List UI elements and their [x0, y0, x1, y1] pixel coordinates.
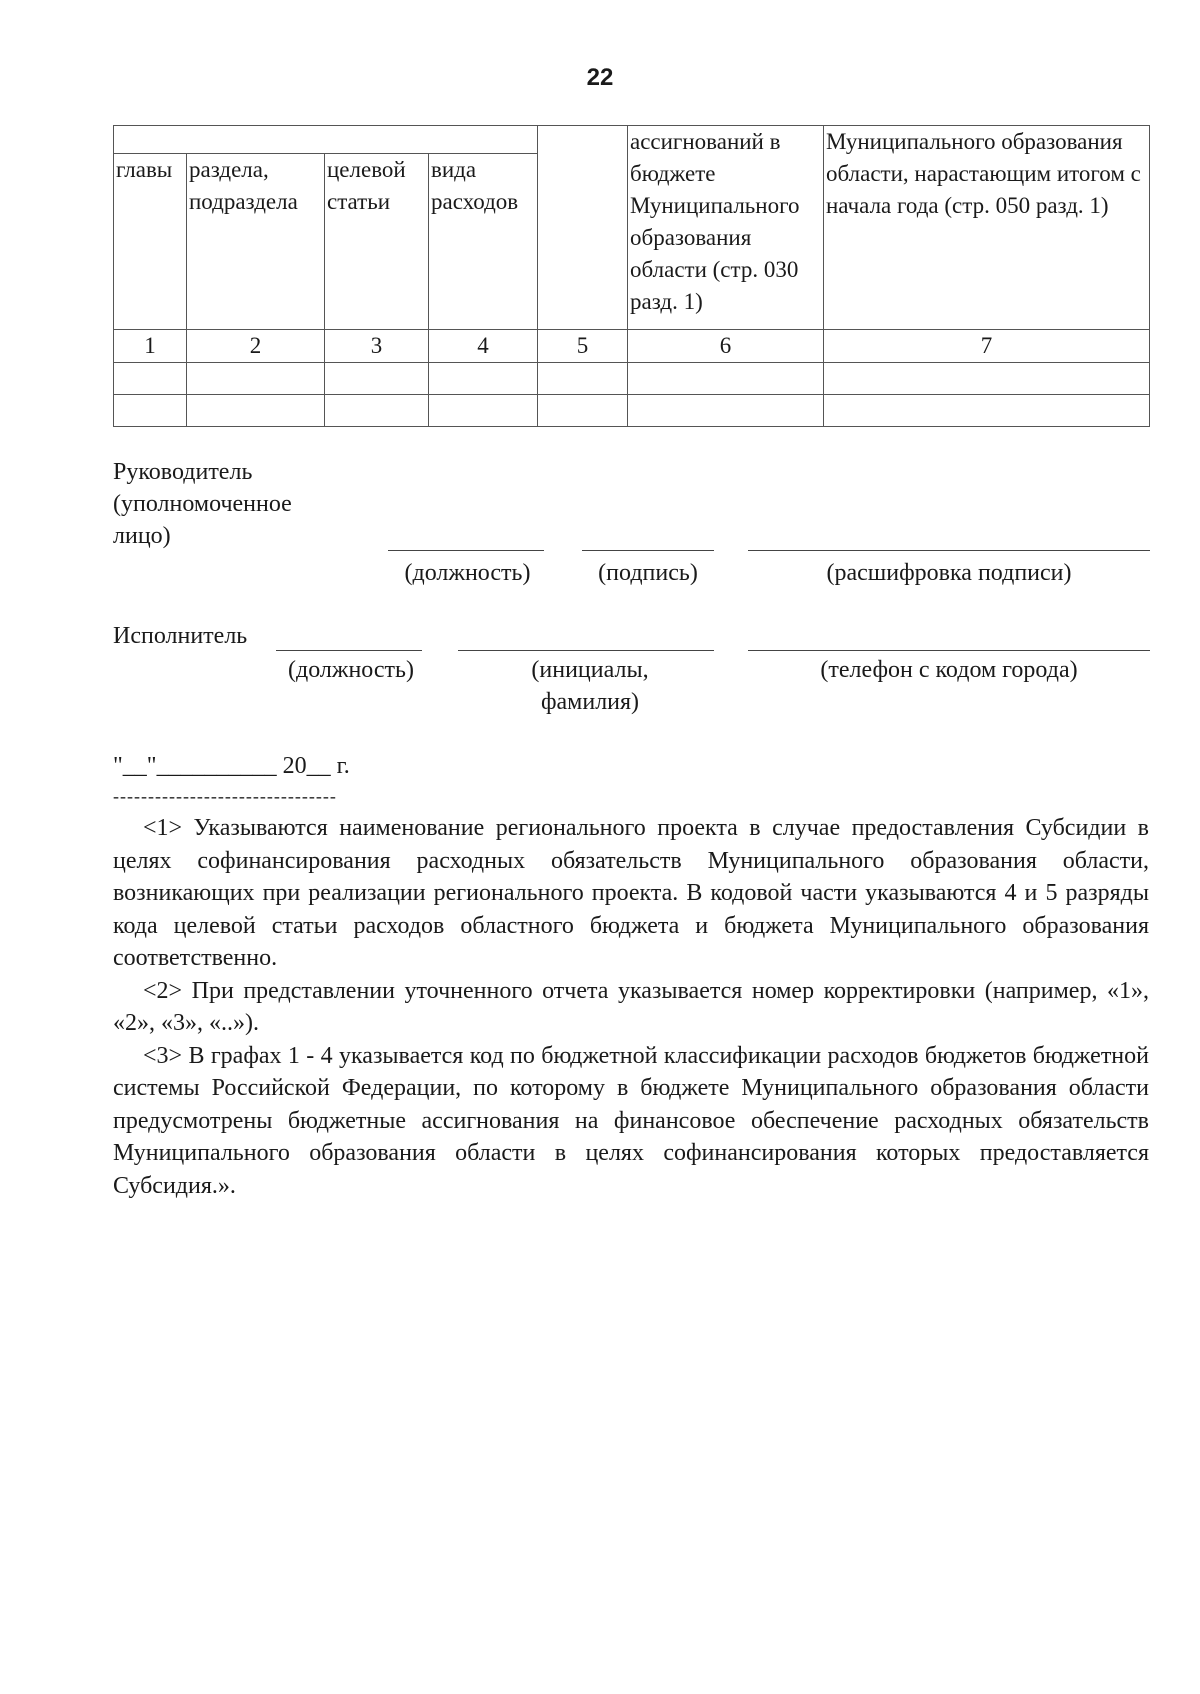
column-number: 3	[325, 330, 429, 363]
table-row	[114, 395, 1150, 427]
table-header-col7: Муниципального образования области, нарастающим итогом с начала года (стр. 050 разд. 1)	[824, 126, 1150, 330]
page-number: 22	[586, 64, 614, 91]
head-decoding-line	[748, 550, 1150, 551]
head-signature-line	[582, 550, 714, 551]
column-number: 5	[538, 330, 628, 363]
table-header-top-cell	[114, 126, 538, 154]
footnote-2: <2> При представлении уточненного отчета указывается номер корректировки (например, «1», «2», «3», «..»).	[113, 977, 1149, 1036]
head-position-caption: (должность)	[404, 560, 531, 586]
table-header-col3: целевой статьи	[325, 154, 429, 330]
executor-phone-caption: (телефон с кодом города)	[820, 657, 1078, 683]
column-number: 6	[628, 330, 824, 363]
date-line: "__"__________ 20__ г.	[113, 753, 350, 779]
head-label: Руководитель (уполномоченное лицо)	[113, 459, 292, 549]
head-decoding-caption: (расшифровка подписи)	[826, 560, 1072, 586]
executor-initials-caption: (инициалы, фамилия)	[531, 657, 649, 715]
footnote-separator: --------------------------------	[113, 786, 337, 806]
column-number: 2	[187, 330, 325, 363]
table-header-col4: вида расходов	[429, 154, 538, 330]
executor-phone-line	[748, 650, 1150, 651]
table-header-col5	[538, 126, 628, 330]
footnote-1: <1> Указываются наименование регионального проекта в случае предоставления Субсидии в целях софинансирования расходных обязательств Муниципального образования области, возникающих при реализации регионального проекта. В кодовой части указываются 4 и 5 разряды кода целевой статьи расходов областного бюджета и бюджета Муниципального образования соответственно.	[113, 815, 1149, 971]
column-number: 4	[429, 330, 538, 363]
executor-label: Исполнитель	[113, 623, 248, 649]
table-row	[114, 363, 1150, 395]
executor-position-caption: (должность)	[288, 657, 414, 683]
table-header-col2: раздела, подраздела	[187, 154, 325, 330]
head-signature-caption: (подпись)	[598, 560, 698, 586]
table-header-col1: главы	[114, 154, 187, 330]
report-table	[113, 125, 1150, 427]
executor-position-line	[276, 650, 422, 651]
table-column-numbers-row	[114, 330, 1150, 363]
footnotes	[113, 812, 1149, 1202]
head-position-line	[388, 550, 544, 551]
column-number: 1	[114, 330, 187, 363]
table-header-col6: ассигнований в бюджете Муниципального образования области (стр. 030 разд. 1)	[628, 126, 824, 330]
executor-initials-line	[458, 650, 714, 651]
column-number: 7	[824, 330, 1150, 363]
footnote-3: <3> В графах 1 - 4 указывается код по бюджетной классификации расходов бюджетов бюджетной системы Российской Федерации, по которому в бюджете Муниципального образования области предусмотрены бюджетные ассигнования на финансовое обеспечение расходных обязательств Муниципального образования области в целях софинансирования которых предоставляется Субсидия.».	[113, 1042, 1149, 1199]
